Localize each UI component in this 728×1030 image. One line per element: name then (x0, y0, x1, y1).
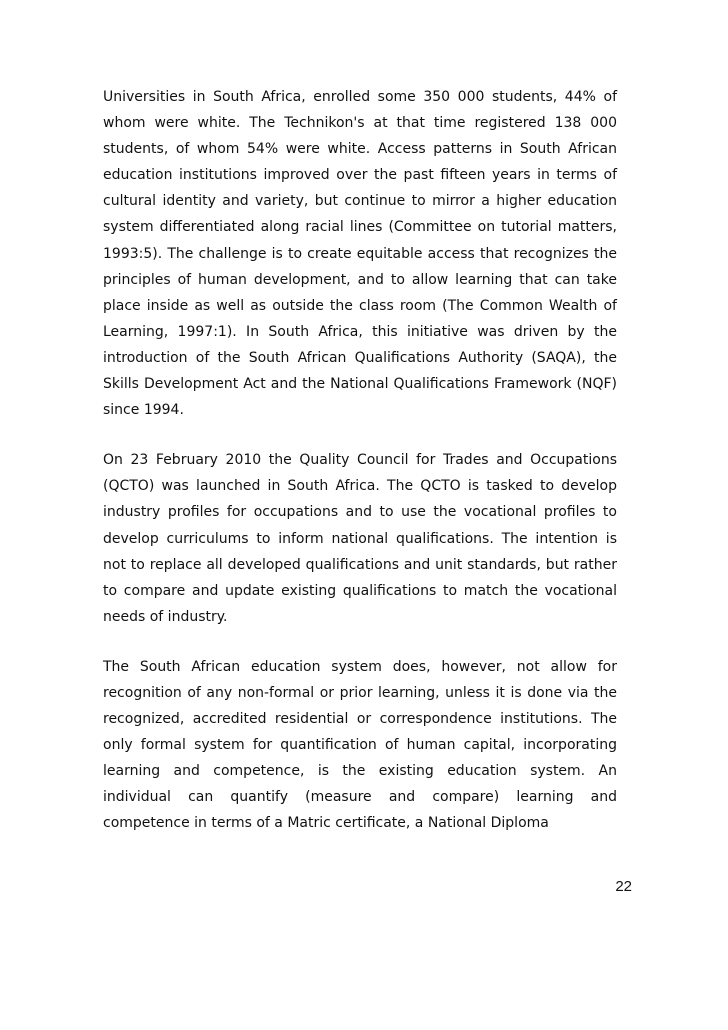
page-number: 22 (615, 878, 632, 895)
paragraph-2: On 23 February 2010 the Quality Council for Trades and Occupations (QCTO) was launched in South Africa. The QCTO is tasked to develop industry profiles for occupations and to use the vocational profiles to develop curriculums to inform national qualifications. The intention is not to replace all developed qualifications and unit standards, but rather to compare and update existing qualifications to match the vocational needs of industry. (103, 452, 617, 625)
paragraph-1: Universities in South Africa, enrolled some 350 000 students, 44% of whom were white. The Technikon's at that time registered 138 000 students, of whom 54% were white. Access patterns in South African education institutions improved over the past fifteen years in terms of cultural identity and variety, but continue to mirror a higher education system differentiated along racial lines (Committee on tutorial matters, 1993:5). The challenge is to create equitable access that recognizes the principles of human development, and to allow learning that can take place inside as well as outside the class room (The Common Wealth of Learning, 1997:1). In South Africa, this initiative was driven by the introduction of the South African Qualifications Authority (SAQA), the Skills Development Act and the National Qualifications Framework (NQF) since 1994. (103, 89, 617, 419)
body-text (103, 84, 617, 861)
paragraph-3: The South African education system does, however, not allow for recognition of any non-formal or prior learning, unless it is done via the recognized, accredited residential or correspondence institutions. The only formal system for quantification of human capital, incorporating learning and competence, is the existing education system. An individual can quantify (measure and compare) learning and competence in terms of a Matric certificate, a National Diploma (103, 658, 617, 832)
